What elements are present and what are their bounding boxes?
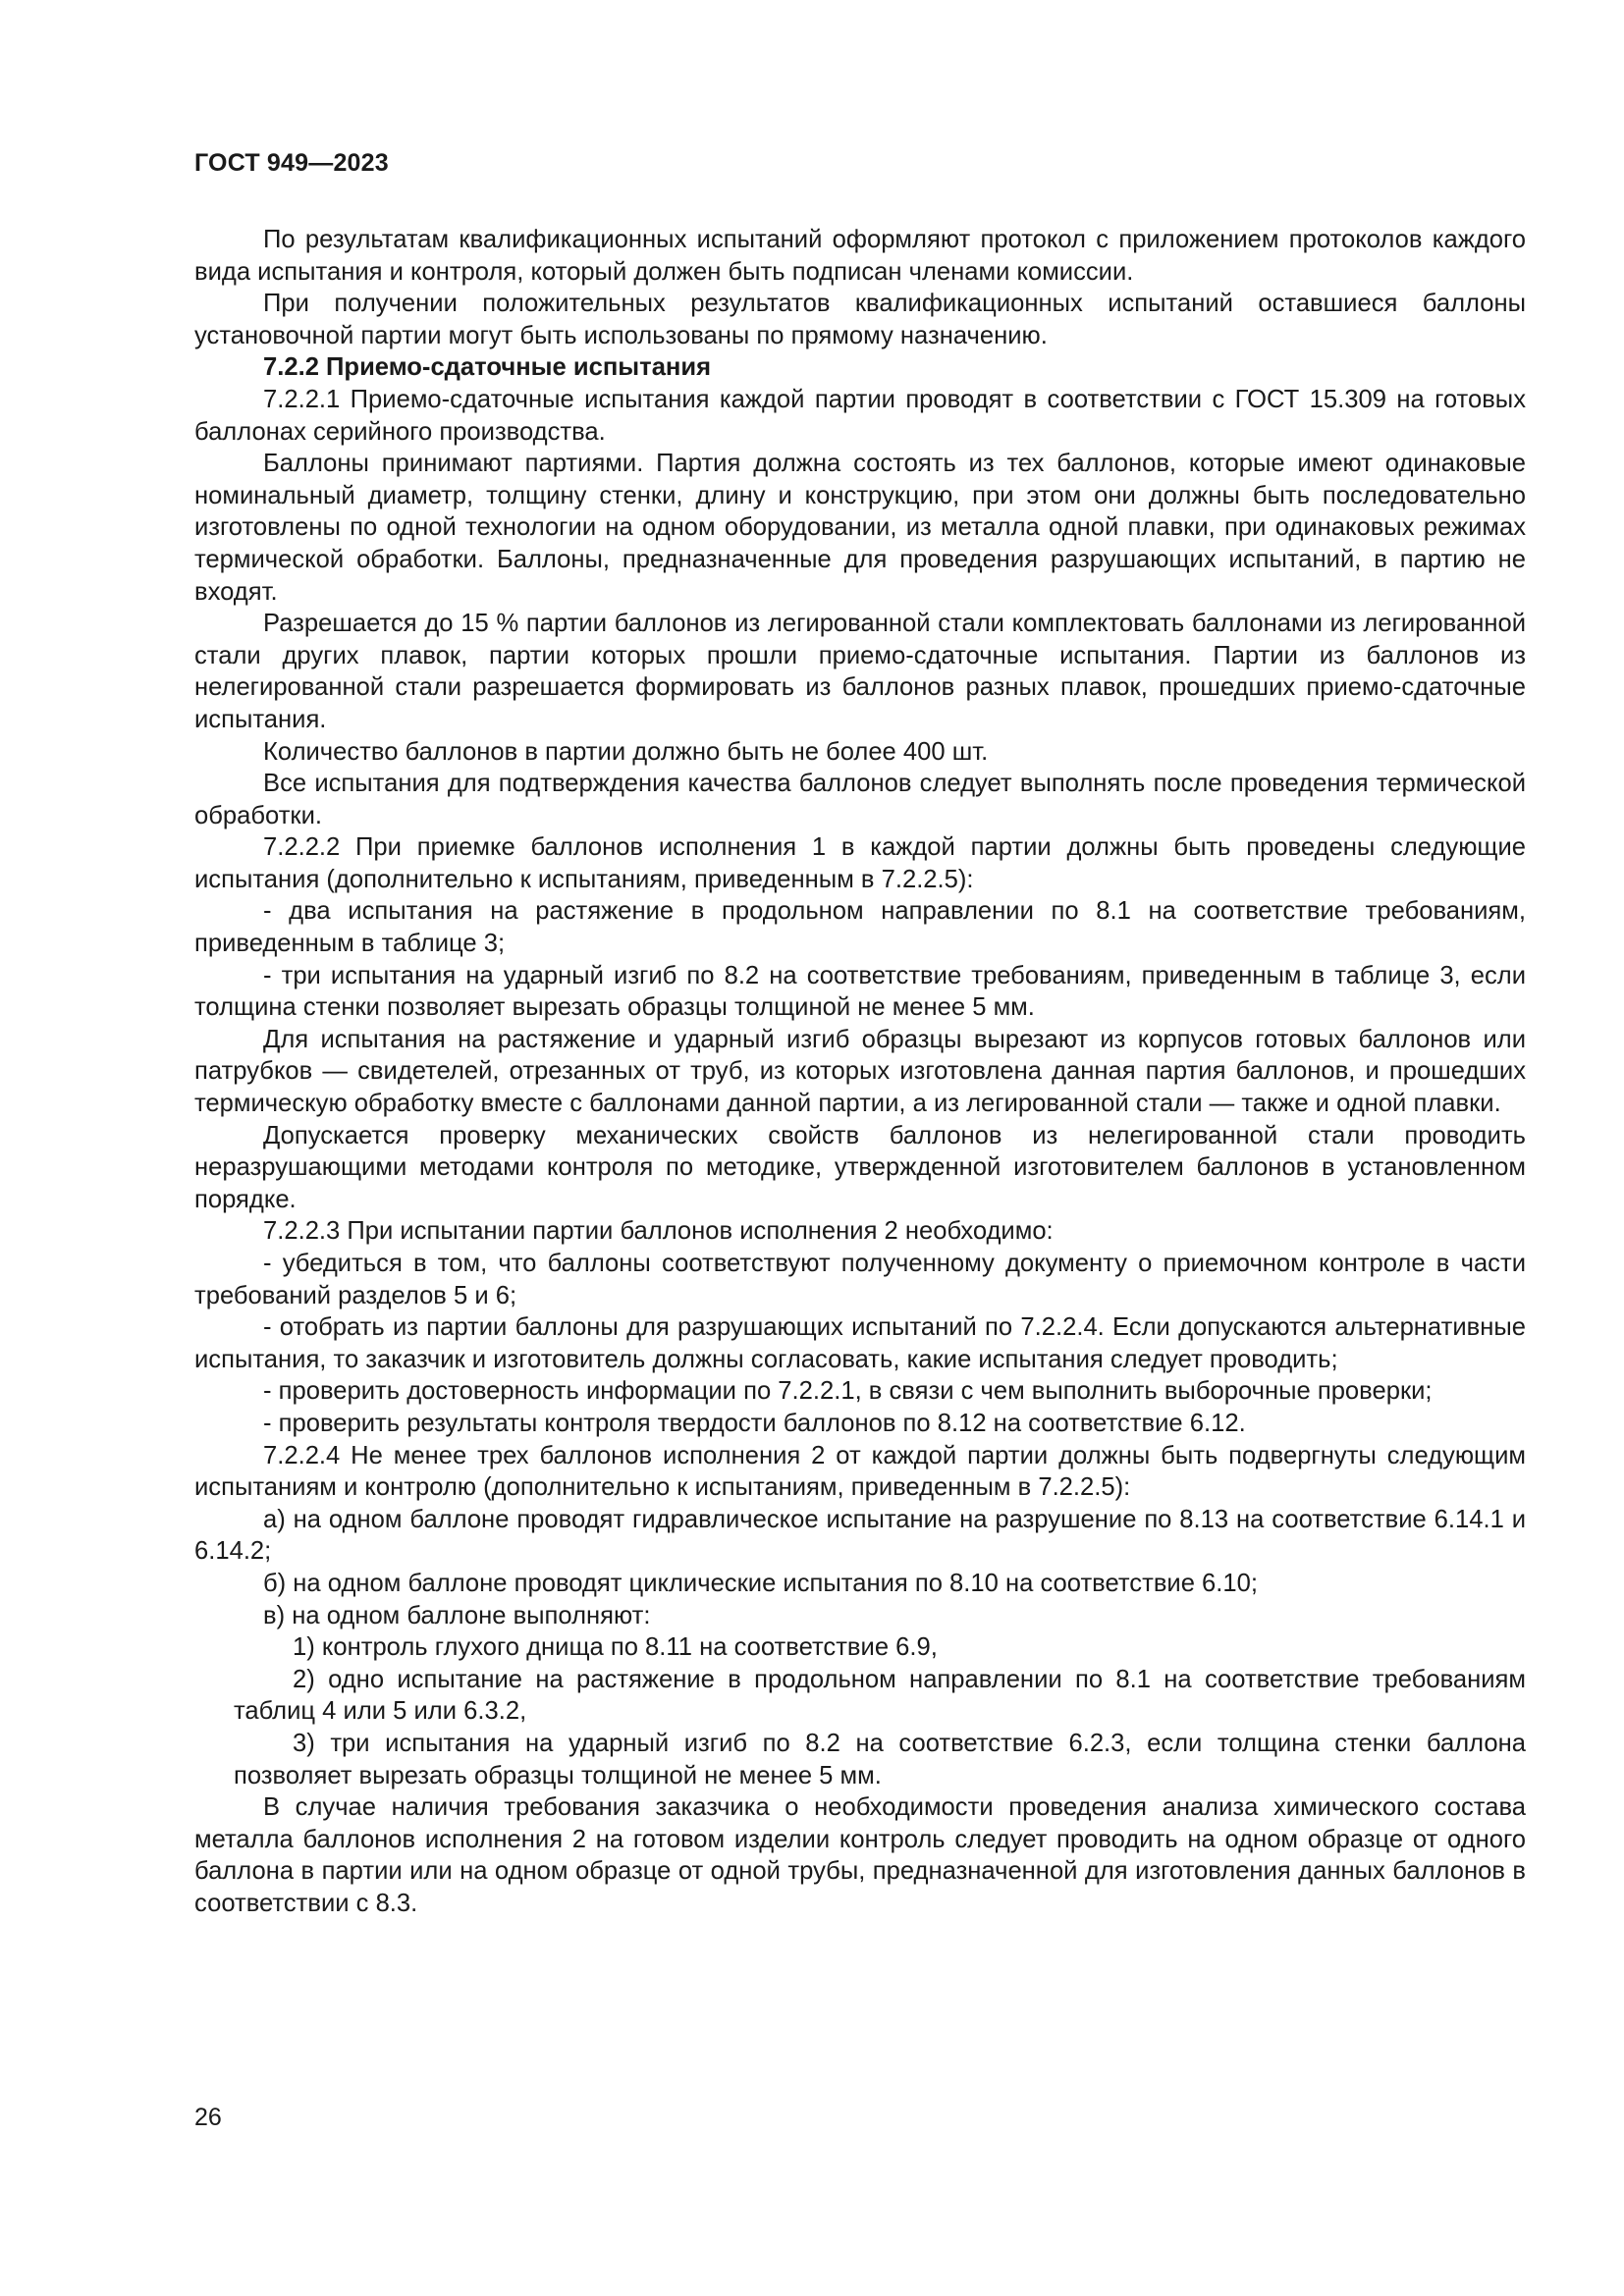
sub-list-item: 2) одно испытание на растяжение в продольном направлении по 8.1 на соответствие требованиям таблиц 4 или 5 или 6.3.2,: [234, 1665, 1526, 1726]
paragraph: 7.2.2.2 При приемке баллонов исполнения 1 в каждой партии должны быть проведены следующие испытания (дополнительно к испытаниям, приведенным в 7.2.2.5):: [194, 833, 1526, 893]
list-item: а) на одном баллоне проводят гидравлическое испытание на разрушение по 8.13 на соответствие 6.14.1 и 6.14.2;: [194, 1505, 1526, 1566]
document-body: [194, 224, 1526, 1919]
sub-list-item: 3) три испытания на ударный изгиб по 8.2 на соответствие 6.2.3, если толщина стенки баллона позволяет вырезать образцы толщиной не менее 5 мм.: [234, 1729, 1526, 1789]
list-item: - отобрать из партии баллоны для разрушающих испытаний по 7.2.2.4. Если допускаются альтернативные испытания, то заказчик и изготовитель должны согласовать, какие испытания следует проводить;: [194, 1313, 1526, 1373]
sub-list-item: 1) контроль глухого днища по 8.11 на соответствие 6.9,: [293, 1633, 938, 1662]
paragraph: В случае наличия требования заказчика о необходимости проведения анализа химического состава металла баллонов исполнения 2 на готовом изделии контроль следует проводить на одном образце от одного баллона в партии или на одном образце от одной трубы, предназначенной для изготовления данных баллонов в соответствии с 8.3.: [194, 1793, 1526, 1917]
paragraph: Для испытания на растяжение и ударный изгиб образцы вырезают из корпусов готовых баллонов или патрубков — свидетелей, отрезанных от труб, из которых изготовлена данная партия баллонов, и прошедших термическую обработку вместе с баллонами данной партии, а из легированной стали — также и одной плавки.: [194, 1025, 1526, 1118]
paragraph: При получении положительных результатов квалификационных испытаний оставшиеся баллоны установочной партии могут быть использованы по прямому назначению.: [194, 290, 1526, 349]
list-item: - два испытания на растяжение в продольном направлении по 8.1 на соответствие требованиям, приведенным в таблице 3;: [194, 897, 1526, 958]
paragraph: По результатам квалификационных испытаний оформляют протокол с приложением протоколов каждого вида испытания и контроля, который должен быть подписан членами комиссии.: [194, 226, 1526, 286]
list-item: - проверить достоверность информации по 7.2.2.1, в связи с чем выполнить выборочные проверки;: [263, 1377, 1433, 1406]
paragraph: 7.2.2.1 Приемо-сдаточные испытания каждой партии проводят в соответствии с ГОСТ 15.309 на готовых баллонах серийного производства.: [194, 385, 1526, 446]
list-item: - убедиться в том, что баллоны соответствуют полученному документу о приемочном контроле в части требований разделов 5 и 6;: [194, 1250, 1526, 1309]
paragraph: Все испытания для подтверждения качества баллонов следует выполнять после проведения термической обработки.: [194, 770, 1526, 829]
paragraph: Допускается проверку механических свойств баллонов из нелегированной стали проводить неразрушающими методами контроля по методике, утвержденной изготовителем баллонов в установленном порядке.: [194, 1121, 1526, 1213]
paragraph: 7.2.2.4 Не менее трех баллонов исполнения 2 от каждой партии должны быть подвергнуты следующим испытаниям и контролю (дополнительно к испытаниям, приведенным в 7.2.2.5):: [194, 1441, 1526, 1502]
paragraph: Разрешается до 15 % партии баллонов из легированной стали комплектовать баллонами из легированной стали других плавок, партии которых прошли приемо-сдаточные испытания. Партии из баллонов из нелегированной стали разрешается формировать из баллонов разных плавок, прошедших приемо-сдаточные испытания.: [194, 610, 1526, 733]
paragraph: 7.2.2.3 При испытании партии баллонов исполнения 2 необходимо:: [263, 1217, 1054, 1246]
section-heading: 7.2.2 Приемо-сдаточные испытания: [263, 353, 712, 382]
page-number: 26: [194, 2104, 222, 2131]
list-item: - три испытания на ударный изгиб по 8.2 на соответствие требованиям, приведенным в таблице 3, если толщина стенки позволяет вырезать образцы толщиной не менее 5 мм.: [194, 961, 1526, 1022]
list-item: - проверить результаты контроля твердости баллонов по 8.12 на соответствие 6.12.: [263, 1409, 1246, 1437]
paragraph: Количество баллонов в партии должно быть не более 400 шт.: [263, 737, 989, 766]
list-item: в) на одном баллоне выполняют:: [263, 1601, 651, 1629]
paragraph: Баллоны принимают партиями. Партия должна состоять из тех баллонов, которые имеют одинаковые номинальный диаметр, толщину стенки, длину и конструкцию, при этом они должны быть последовательно изготовлены по одной технологии на одном оборудовании, из металла одной плавки, при одинаковых режимах термической обработки. Баллоны, предназначенные для проведения разрушающих испытаний, в партию не входят.: [194, 450, 1526, 606]
list-item: б) на одном баллоне проводят циклические испытания по 8.10 на соответствие 6.10;: [263, 1569, 1258, 1597]
document-header: ГОСТ 949—2023: [194, 149, 389, 177]
